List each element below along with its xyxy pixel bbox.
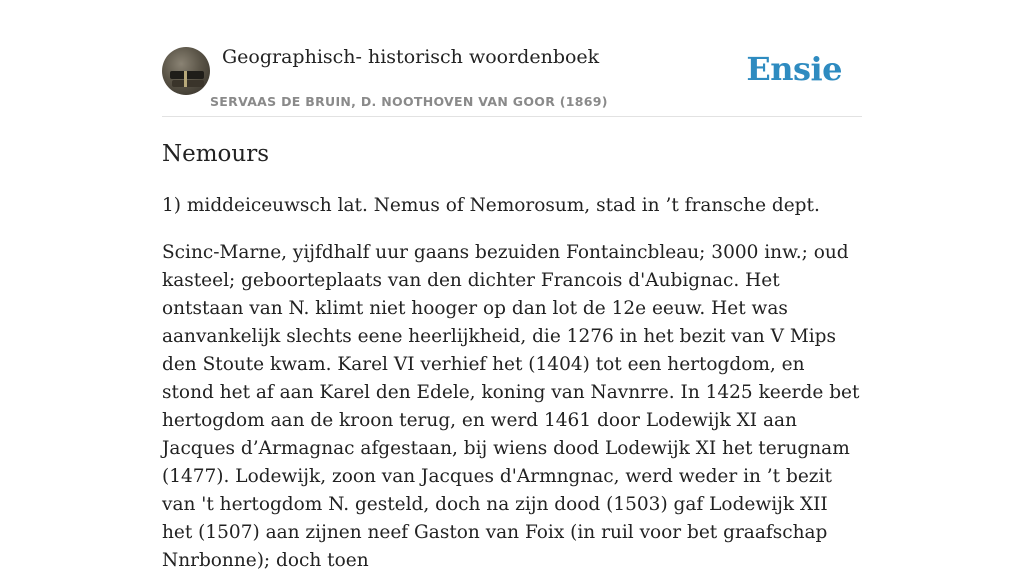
ensie-logo-link[interactable]: Ensie <box>746 50 842 88</box>
book-title-link[interactable]: Geographisch- historisch woordenboek <box>222 46 600 68</box>
book-cover-avatar[interactable] <box>162 47 210 95</box>
entry-paragraph: Scinc-Marne, yijfdhalf uur gaans bezuiden Fontaincbleau; 3000 inw.; oud kasteel; geboorteplaats van den dichter Francois d'Aubignac. Het ontstaan van N. klimt niet hooger op dan lot de 12e eeuw. Het was aanvankelijk slechts eene heerlijkheid, die 1276 in het bezit van V Mips den Stoute kwam. Karel VI verhief het (1404) tot een hertogdom, en stond het af aan Karel den Edele, koning van Navnrre. In 1425 keerde bet hertogdom aan de kroon terug, en werd 1461 door Lodewijk XI aan Jacques d’Armagnac afgestaan, bij wiens dood Lodewijk XI het terugnam (1477). Lodewijk, zoon van Jacques d'Armngnac, werd weder in ’t bezit van 't hertogdom N. gesteld, doch na zijn dood (1503) gaf Lodewijk XII het (1507) aan zijnen neef Gaston van Foix (in ruil voor bet graafschap Nnrbonne); doch toen <box>162 242 860 571</box>
book-stack-icon-lower <box>172 80 204 87</box>
book-spine-band <box>184 71 187 87</box>
book-authors-year: SERVAAS DE BRUIN, D. NOOTHOVEN VAN GOOR (1869) <box>210 94 608 109</box>
entry-content <box>162 138 862 575</box>
book-header <box>162 40 862 117</box>
entry-title: Nemours <box>162 141 270 167</box>
book-stack-icon <box>170 71 204 79</box>
entry-paragraph: 1) middeiceuwsch lat. Nemus of Nemorosum, stad in ’t fransche dept. <box>162 195 820 216</box>
